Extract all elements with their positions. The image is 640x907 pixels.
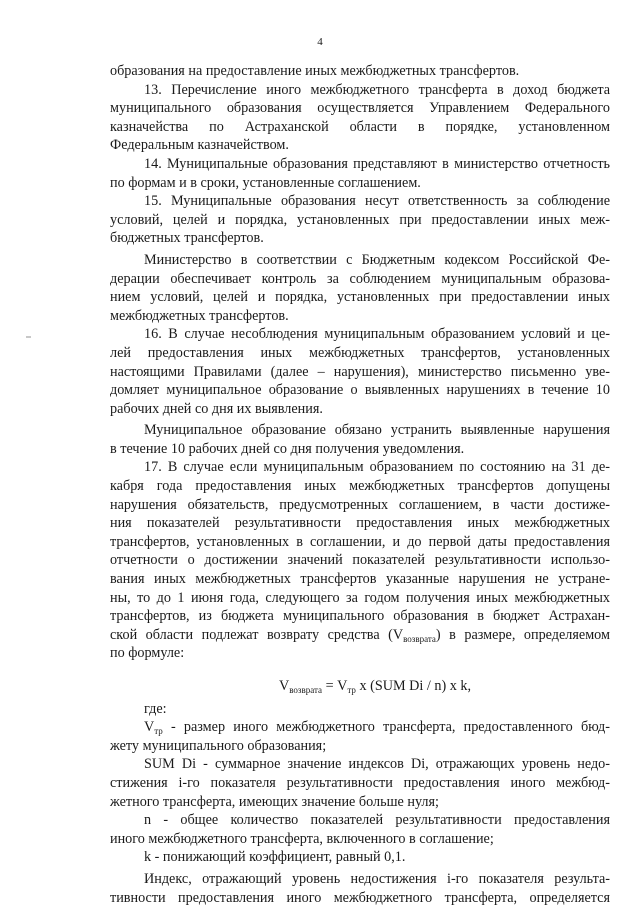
text-line: кабря года предоставления иных межбюджетных трансфертов допущены [110,478,610,495]
text-line: рабочих дней со дня их выявления. [110,400,323,417]
where-label: где: [144,700,167,717]
text-line: лей предоставления иных межбюджетных трансфертов, установленных [110,344,610,361]
paragraph-ministry-line: Министерство в соответствии с Бюджетным кодексом Российской Фе- [144,251,610,268]
text-line: муниципального образования осуществляется Управлением Федерального [110,100,610,117]
paragraph-13-line: 13. Перечисление иного межбюджетного трансферта в доход бюджета [144,81,610,98]
text-line: стижения i-го показателя результативности предоставления иного межбюд- [110,774,610,791]
text-line: вания иных межбюджетных трансфертов указанные нарушения не устране- [110,571,610,588]
formula-equals: = V [322,678,348,694]
paragraph-15-line: 15. Муниципальные образования несут ответственность за соблюдение [144,193,610,210]
text-line: жету муниципального образования; [110,737,327,754]
paragraph-17-line: 17. В случае если муниципальным образованием по состоянию на 31 де- [144,459,610,476]
text-line: бюджетных трансфертов. [110,230,264,247]
text-fragment: V [144,719,155,736]
text-line: межбюджетных трансфертов. [110,307,289,324]
definition-k-line: k - понижающий коэффициент, равный 0,1. [144,849,406,866]
text-fragment: ской области подлежат возврату средства (V [110,626,404,643]
definition-n-line: n - общее количество показателей результативности предоставления [144,812,610,829]
paragraph-14-line: 14. Муниципальные образования представляют в министерство отчетность [144,155,610,172]
subscript: возврата [403,633,436,644]
text-line: образования на предоставление иных межбюджетных трансфертов. [110,63,520,79]
text-line: по формуле: [110,645,185,662]
text-line: настоящими Правилами (далее – нарушения), министерство письменно уве- [110,363,610,380]
text-line: по формам и в сроки, установленные соглашением. [110,174,421,191]
formula-subscript: тр [347,685,356,695]
formula-expression: x (SUM Di / n) x k, [355,678,472,694]
text-line: тивности предоставления иного межбюджетного трансферта, определяется [110,889,610,906]
text-line [110,626,610,645]
text-line: ны, то до 1 июня года, следующего за годом получения иных межбюджетных [110,589,610,606]
text-fragment: - размер иного межбюджетного трансферта, предоставленного бюд- [162,719,610,736]
text-line: условий, целей и порядка, установленных при предоставлении иных меж- [110,211,610,228]
text-fragment: ) в размере, определяемом [435,626,610,643]
text-line: в течение 10 рабочих дней со дня получения уведомления. [110,440,465,457]
formula-subscript: возврата [289,685,323,695]
text-line: Федеральным казначейством. [110,137,289,154]
paragraph-obligation-line: Муниципальное образование обязано устранить выявленные нарушения [144,422,610,439]
formula-variable: V [278,678,290,694]
paragraph-index-line: Индекс, отражающий уровень недостижения i-го показателя результа- [144,870,610,887]
text-line: жетного трансферта, имеющих значение больше нуля; [110,793,439,810]
formula [110,677,610,696]
scan-speck [26,336,31,338]
text-line: отчетности о достижении значений показателей результативности использо- [110,552,610,569]
text-line: трансфертов, из бюджета муниципального образования в бюджет Астрахан- [110,608,610,625]
text-line: нием условий, целей и порядка, установленных при предоставлении иных [110,289,610,306]
paragraph-16-line: 16. В случае несоблюдения муниципальным образованием условий и це- [144,326,610,343]
text-line: трансфертов, установленных в соглашении, и до первой даты предоставления [110,533,610,550]
document-body [110,62,610,907]
definition-vtr-line [110,718,610,737]
text-line: казначейства по Астраханской области в порядке, установленном [110,118,610,135]
page-number: 4 [317,36,323,48]
subscript: тр [154,726,163,737]
definition-sum-line: SUM Di - суммарное значение индексов Di, отражающих уровень недо- [144,756,610,773]
text-line: нарушения обязательств, предусмотренных соглашением, в части достиже- [110,496,610,513]
text-line: дерации обеспечивает контроль за соблюдением муниципальным образова- [110,270,610,287]
text-line: домляет муниципальное образование о выявленных нарушениях в течение 10 [110,382,610,399]
text-line: иного межбюджетного трансферта, включенного в соглашение; [110,830,494,847]
text-line: ния показателей результативности предоставления иных межбюджетных [110,515,610,532]
